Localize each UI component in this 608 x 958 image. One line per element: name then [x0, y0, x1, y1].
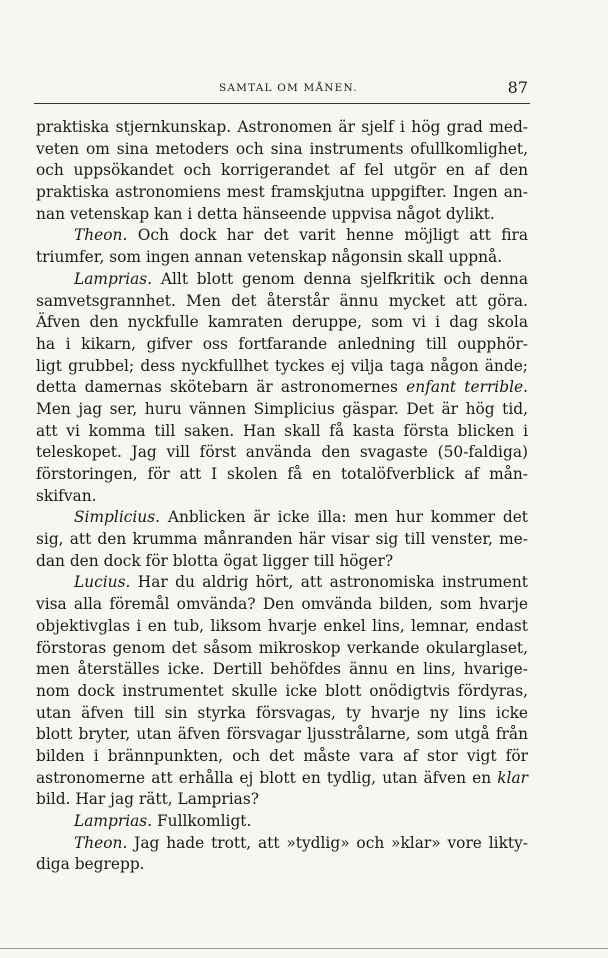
text-line: sig, att den krumma månranden här visar sig till venster, me-: [36, 530, 528, 549]
speaker-name: Simplicius.: [74, 508, 161, 527]
speaker-name: Theon.: [74, 226, 128, 245]
emphasized-text: klar: [497, 768, 528, 787]
text-line: [36, 507, 528, 529]
text-line: förstoringen, för att I skolen få en totalöfverblick af mån-: [36, 465, 528, 483]
text-line: visa alla föremål omvända? Den omvända bilden, som hvarje: [36, 595, 528, 614]
text-line: teleskopet. Jag vill först använda den svagaste (50-faldiga): [36, 443, 528, 462]
text-line: samvetsgrannhet. Men det återstår ännu mycket att göra.: [36, 291, 528, 310]
text-line: dan den dock för blotta ögat ligger till höger?: [36, 551, 394, 570]
text-line: att vi komma till saken. Han skall få kasta första blicken i: [36, 421, 528, 440]
text-line: utan äfven till sin styrka försvagas, ty hvarje ny lins icke: [36, 703, 528, 722]
text-line: diga begrepp.: [36, 855, 145, 874]
speaker-name: Lucius.: [74, 573, 131, 592]
speaker-name: Lamprias.: [74, 269, 153, 288]
text-line: blott bryter, utan äfven försvagar ljusstrålarne, som utgå från: [36, 725, 528, 744]
page-number: 87: [507, 78, 528, 97]
line-text: Och dock har det varit henne möjligt att fira: [127, 226, 528, 245]
text-line: Äfven den nyckfulle kamraten deruppe, som vi i dag skola: [36, 313, 528, 332]
text-line: objektivglas i en tub, liksom hvarje enkel lins, lemnar, endast: [36, 616, 528, 635]
bottom-edge-rule: [0, 948, 608, 949]
line-text: astronomerne att erhålla ej blott en tydlig, utan äfven en: [36, 768, 498, 787]
speaker-name: Theon.: [74, 833, 128, 852]
line-text: detta damernas skötebarn är astronomernes: [36, 378, 407, 397]
text-line: [36, 269, 528, 291]
text-line: bilden i brännpunkten, och det måste vara af stor vigt för: [36, 746, 528, 765]
text-line: [36, 572, 528, 594]
text-line: [36, 377, 528, 399]
emphasized-text: enfant terrible.: [406, 378, 528, 397]
text-line: ligt grubbel; dess nyckfullhet tyckes ej vilja taga någon ände;: [36, 356, 528, 375]
text-line: nan vetenskap kan i detta hänseende uppvisa något dylikt.: [36, 204, 495, 223]
header-rule: [34, 103, 530, 104]
text-line: [36, 225, 528, 247]
text-line: praktiska stjernkunskap. Astronomen är sjelf i hög grad med-: [36, 118, 528, 136]
text-line: [36, 833, 528, 855]
text-line: Men jag ser, huru vännen Simplicius gäspar. Det är hög tid,: [36, 399, 528, 418]
page-header: [34, 78, 528, 100]
text-line: bild. Har jag rätt, Lamprias?: [36, 790, 260, 809]
line-text: Har du aldrig hört, att astronomiska instrument: [130, 573, 528, 592]
text-line: ha i kikarn, gifver oss fortfarande anledning till oupphör-: [36, 334, 528, 353]
text-line: [36, 768, 528, 790]
line-text: Fullkomligt.: [152, 812, 252, 830]
text-line: skifvan.: [36, 486, 97, 505]
text-line: men återställes icke. Dertill behöfdes ännu en lins, hvarige-: [36, 660, 528, 679]
text-line: och uppsökandet och korrigerandet af fel utgör en af den: [36, 161, 528, 180]
text-line: [36, 811, 528, 833]
text-line: praktiska astronomiens mest framskjutna uppgifter. Ingen an-: [36, 183, 528, 202]
text-line: veten om sina metoders och sina instruments ofullkomlighet,: [36, 139, 528, 158]
text-line: förstoras genom det såsom mikroskop verkande okularglaset,: [36, 638, 528, 657]
line-text: Allt blott genom denna sjelfkritik och denna: [152, 269, 528, 288]
line-text: Anblicken är icke illa: men hur kommer det: [160, 508, 528, 527]
line-text: Jag hade trott, att »tydlig» och »klar» vore likty-: [127, 833, 528, 852]
running-title: SAMTAL OM MÅNEN.: [219, 82, 358, 94]
body-text: [36, 117, 528, 876]
text-line: triumfer, som ingen annan vetenskap någonsin skall uppnå.: [36, 248, 503, 267]
speaker-name: Lamprias.: [74, 812, 153, 830]
text-line: nom dock instrumentet skulle icke blott onödigtvis fördyras,: [36, 681, 528, 700]
